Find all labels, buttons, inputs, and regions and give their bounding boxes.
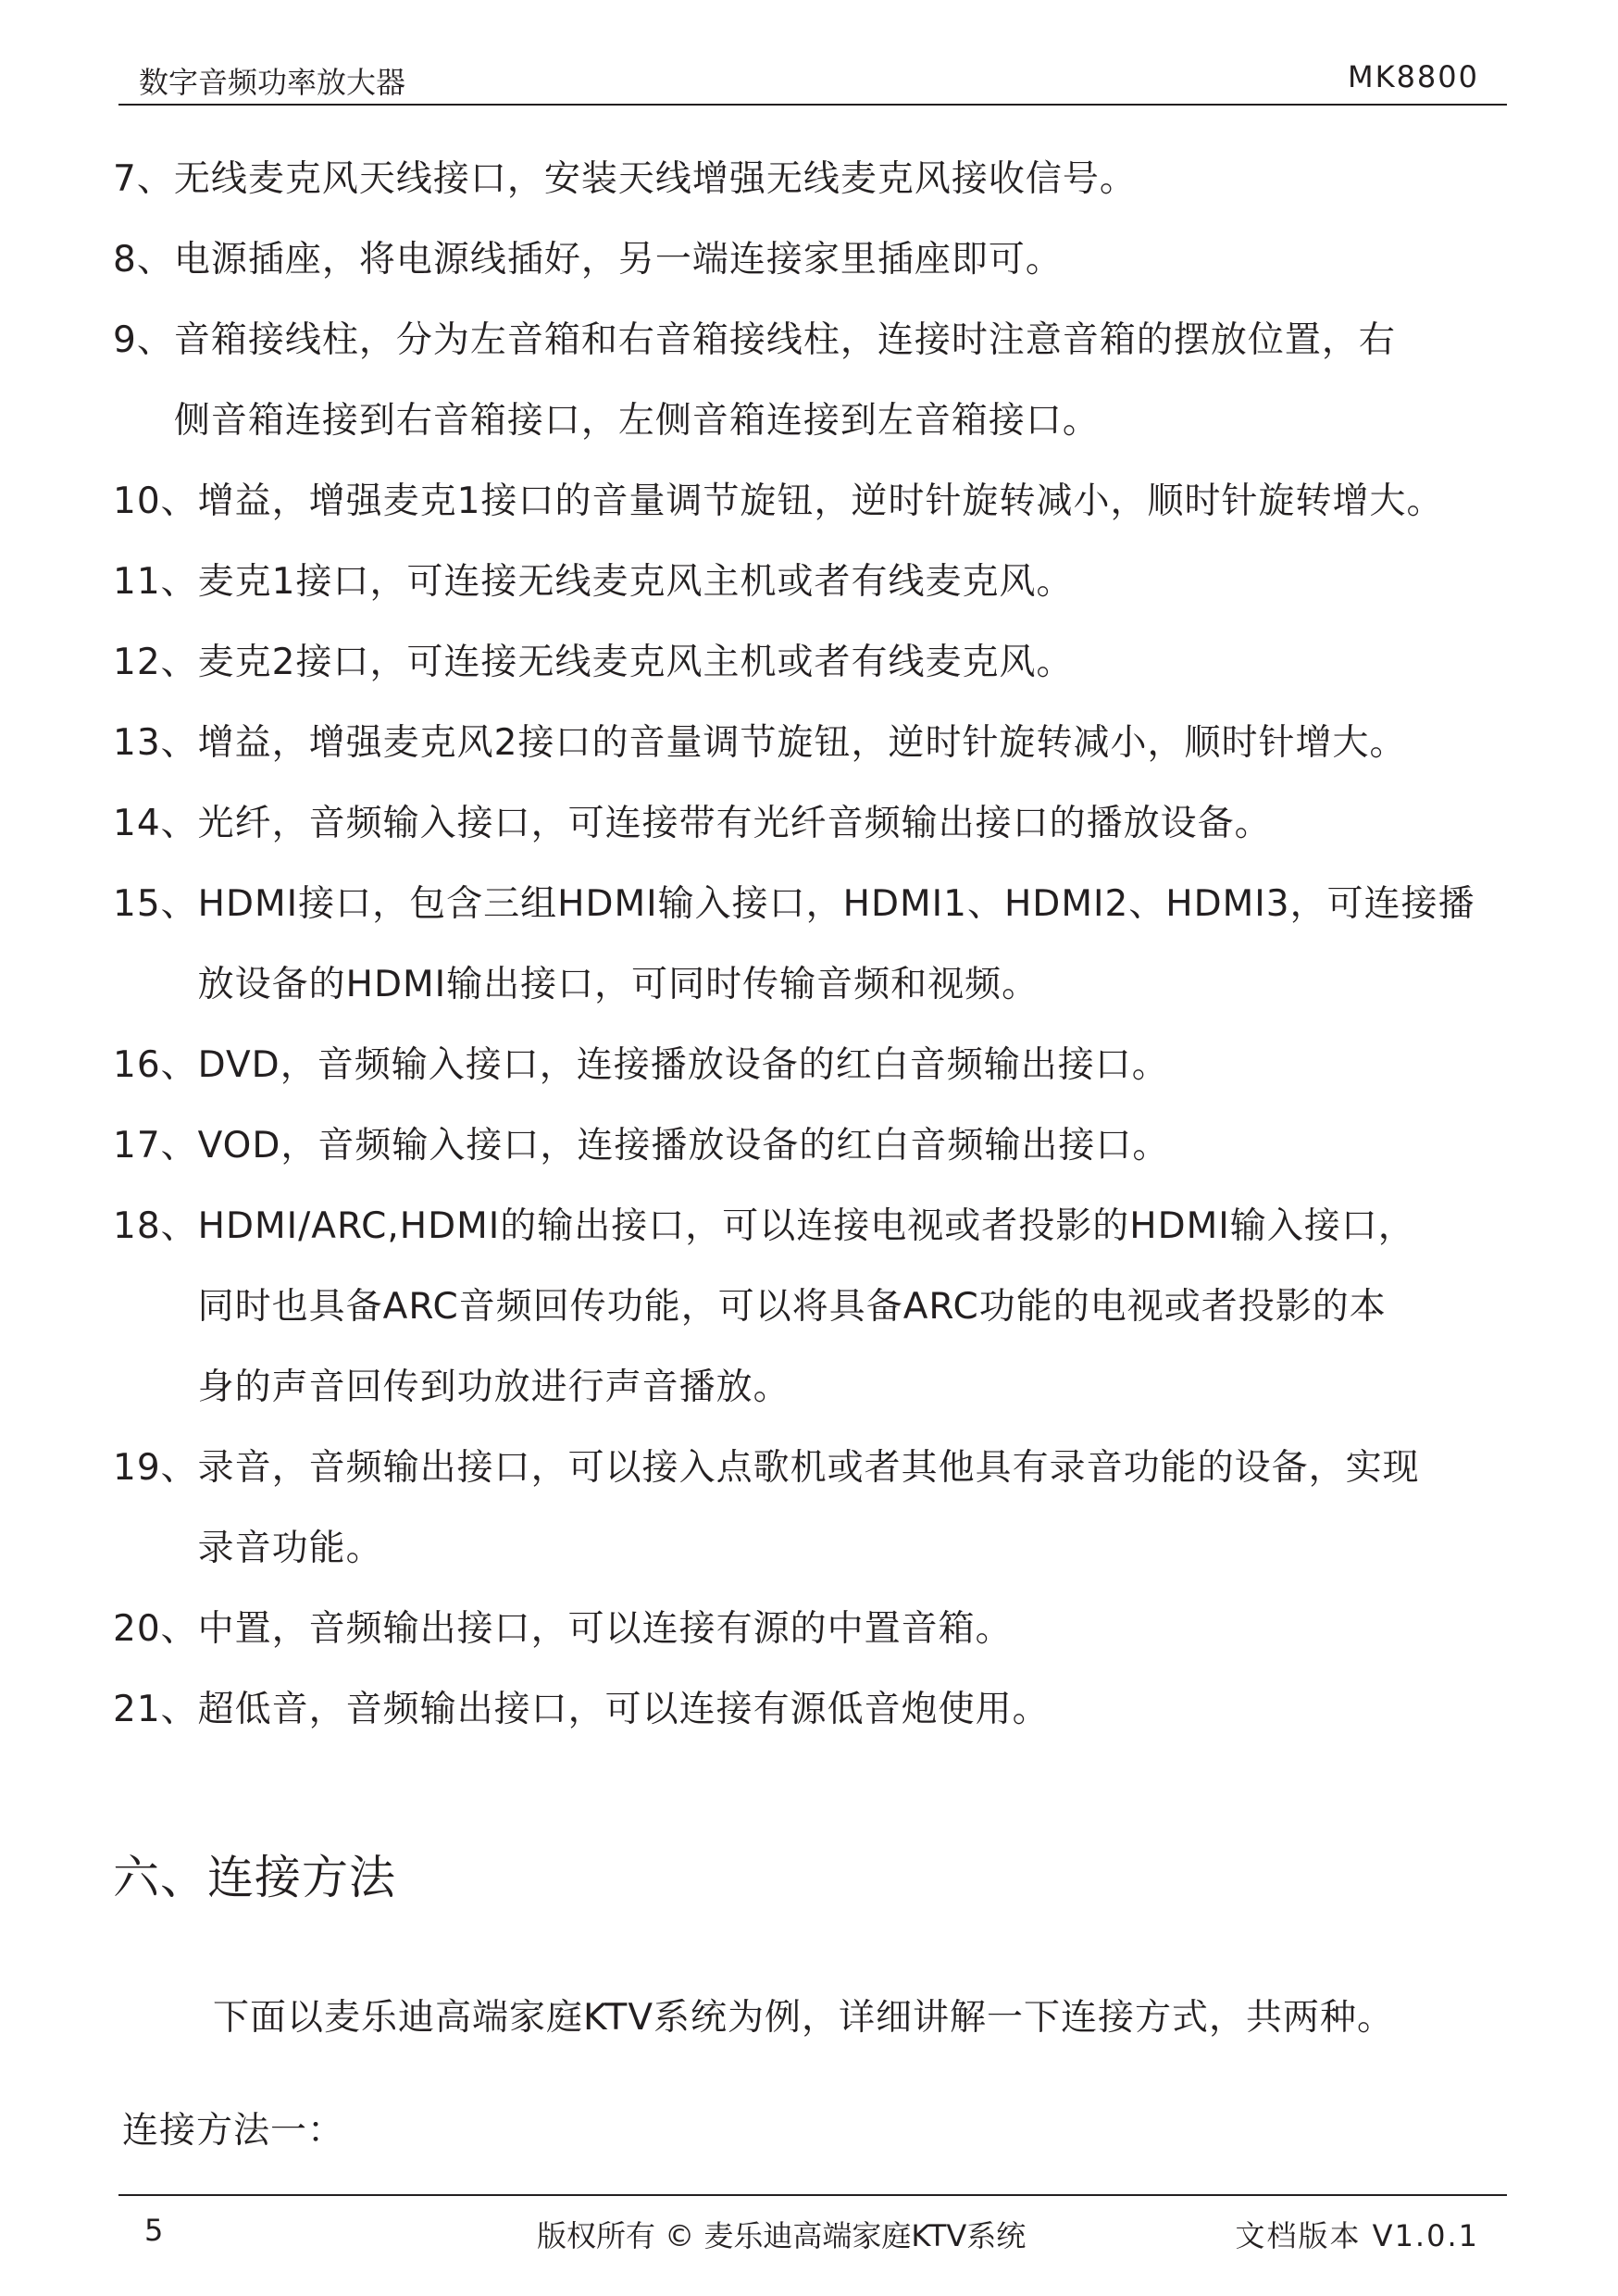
item-text-continued: 放设备的HDMI输出接口，可同时传输音频和视频。 bbox=[197, 964, 1039, 1005]
item-text: 超低音，音频输出接口，可以连接有源低音炮使用。 bbox=[197, 1689, 1050, 1730]
item-text: 麦克2接口，可连接无线麦克风主机或者有线麦克风。 bbox=[197, 642, 1074, 683]
item-text: 录音，音频输出接口，可以接入点歌机或者其他具有录音功能的设备，实现 bbox=[197, 1447, 1420, 1489]
item-number: 20、 bbox=[113, 1608, 198, 1650]
list-item-19 bbox=[113, 1428, 1520, 1589]
item-text: HDMI/ARC,HDMI的输出接口，可以连接电视或者投影的HDMI输入接口， bbox=[197, 1205, 1415, 1247]
list-item-11 bbox=[113, 542, 1520, 622]
list-item-12 bbox=[113, 622, 1520, 703]
list-item-16 bbox=[113, 1025, 1520, 1105]
list-item-8 bbox=[113, 219, 1520, 300]
item-number: 7、 bbox=[113, 158, 174, 200]
item-text-continued: 身的声音回传到功放进行声音播放。 bbox=[197, 1366, 790, 1408]
list-item-18 bbox=[113, 1186, 1520, 1428]
item-number: 18、 bbox=[113, 1205, 198, 1247]
document-title: 数字音频功率放大器 bbox=[139, 65, 406, 100]
list-item-13 bbox=[113, 703, 1520, 783]
model-number: MK8800 bbox=[1347, 59, 1479, 94]
list-item-14 bbox=[113, 783, 1520, 864]
item-text: VOD，音频输入接口，连接播放设备的红白音频输出接口。 bbox=[197, 1125, 1170, 1167]
item-text: 增益，增强麦克1接口的音量调节旋钮，逆时针旋转减小，顺时针旋转增大。 bbox=[197, 480, 1444, 522]
item-text: 中置，音频输出接口，可以连接有源的中置音箱。 bbox=[197, 1608, 1013, 1650]
method-one-label: 连接方法一： bbox=[122, 2110, 345, 2152]
item-number: 13、 bbox=[113, 722, 198, 764]
item-text: HDMI接口，包含三组HDMI输入接口，HDMI1、HDMI2、HDMI3，可连接播 bbox=[197, 883, 1475, 925]
list-item-20 bbox=[113, 1589, 1520, 1669]
copyright-text: 版权所有 © 麦乐迪高端家庭KTV系统 bbox=[537, 2218, 1027, 2253]
item-text: 无线麦克风天线接口，安装天线增强无线麦克风接收信号。 bbox=[173, 158, 1137, 200]
interface-list bbox=[113, 139, 1520, 1750]
item-text: 麦克1接口，可连接无线麦克风主机或者有线麦克风。 bbox=[197, 561, 1074, 603]
item-number: 21、 bbox=[113, 1689, 198, 1730]
item-number: 15、 bbox=[113, 883, 198, 925]
item-number: 11、 bbox=[113, 561, 198, 603]
item-text: 增益，增强麦克风2接口的音量调节旋钮，逆时针旋转减小，顺时针增大。 bbox=[197, 722, 1407, 764]
list-item-7 bbox=[113, 139, 1520, 219]
list-item-21 bbox=[113, 1669, 1520, 1750]
item-text: 光纤，音频输入接口，可连接带有光纤音频输出接口的播放设备。 bbox=[197, 803, 1272, 844]
item-number: 19、 bbox=[113, 1447, 198, 1489]
item-number: 16、 bbox=[113, 1044, 198, 1086]
list-item-10 bbox=[113, 461, 1520, 542]
section-intro: 下面以麦乐迪高端家庭KTV系统为例，详细讲解一下连接方式，共两种。 bbox=[213, 1997, 1395, 2039]
item-number: 9、 bbox=[113, 319, 174, 361]
item-number: 17、 bbox=[113, 1125, 198, 1167]
list-item-15 bbox=[113, 864, 1520, 1025]
item-text-continued: 录音功能。 bbox=[197, 1528, 383, 1569]
item-text: DVD，音频输入接口，连接播放设备的红白音频输出接口。 bbox=[197, 1044, 1169, 1086]
item-number: 8、 bbox=[113, 239, 174, 281]
item-number: 10、 bbox=[113, 480, 198, 522]
page-footer bbox=[118, 2194, 1507, 2261]
item-text: 电源插座，将电源线插好，另一端连接家里插座即可。 bbox=[173, 239, 1063, 281]
item-text-continued: 同时也具备ARC音频回传功能，可以将具备ARC功能的电视或者投影的本 bbox=[197, 1286, 1387, 1328]
item-text: 音箱接线柱，分为左音箱和右音箱接线柱，连接时注意音箱的摆放位置，右 bbox=[173, 319, 1396, 361]
list-item-17 bbox=[113, 1105, 1520, 1186]
item-text-continued: 侧音箱连接到右音箱接口，左侧音箱连接到左音箱接口。 bbox=[173, 400, 1100, 442]
section-heading: 六、连接方法 bbox=[113, 1851, 396, 1904]
item-number: 14、 bbox=[113, 803, 198, 844]
page-number: 5 bbox=[144, 2213, 164, 2248]
item-number: 12、 bbox=[113, 642, 198, 683]
list-item-9 bbox=[113, 300, 1520, 461]
document-version: 文档版本 V1.0.1 bbox=[1235, 2218, 1479, 2253]
page-header bbox=[118, 52, 1507, 106]
